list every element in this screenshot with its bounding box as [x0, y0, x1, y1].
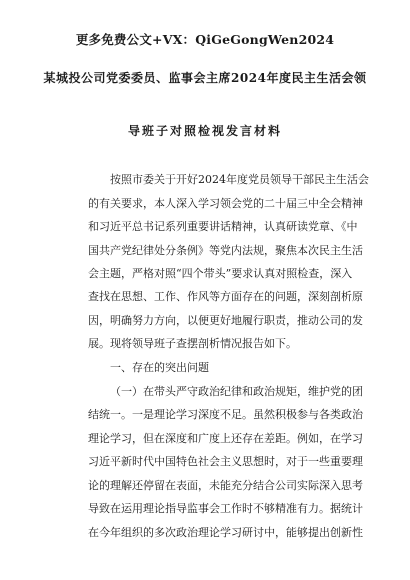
body-line: 展。现将领导班子查摆剖析情况报告如下。: [88, 337, 297, 350]
body-line: 按照市委关于开好2024年度党员领导干部民主生活会: [110, 173, 369, 186]
body-line: 查找在思想、工作、作风等方面存在的问题，深刻剖析原: [88, 290, 363, 303]
document-title-line-2: 导班子对照检视发言材料: [127, 124, 282, 138]
body-line: 在今年组织的多次政治理论学习研讨中，能够提出创新性: [88, 526, 363, 539]
body-line: 的有关要求，本人深入学习领会党的二十届三中全会精神: [88, 197, 363, 210]
body-line: 会主题，严格对照“四个带头”要求认真对照检查，深入: [88, 267, 353, 280]
body-line: 结统一。一是理论学习深度不足。虽然积极参与各类政治: [88, 408, 363, 421]
body-line: 理论学习，但在深度和广度上还存在差距。例如，在学习: [88, 432, 363, 445]
body-line: 和习近平总书记系列重要讲话精神，认真研读党章、《中: [88, 220, 358, 233]
body-line: 导致在运用理论指导监事会工作时不够精准有力。据统计: [88, 502, 363, 515]
body-line: 论的理解还停留在表面，未能充分结合公司实际深入思考: [88, 479, 363, 492]
body-line: （一）在带头严守政治纪律和政治规矩，维护党的团: [110, 385, 363, 398]
body-line: 习近平新时代中国特色社会主义思想时，对于一些重要理: [88, 455, 363, 468]
document-title-line-1: 某城投公司党委委员、监事会主席2024年度民主生活会领: [43, 71, 367, 85]
body-line: 因，明确努力方向，以便更好地履行职责，推动公司的发: [88, 314, 363, 327]
promo-banner: 更多免费公文+VX：QiGeGongWen2024: [75, 32, 335, 47]
section-heading: 一、存在的突出问题: [110, 361, 209, 374]
body-line: 国共产党纪律处分条例》等党内法规，聚焦本次民主生活: [88, 244, 363, 257]
